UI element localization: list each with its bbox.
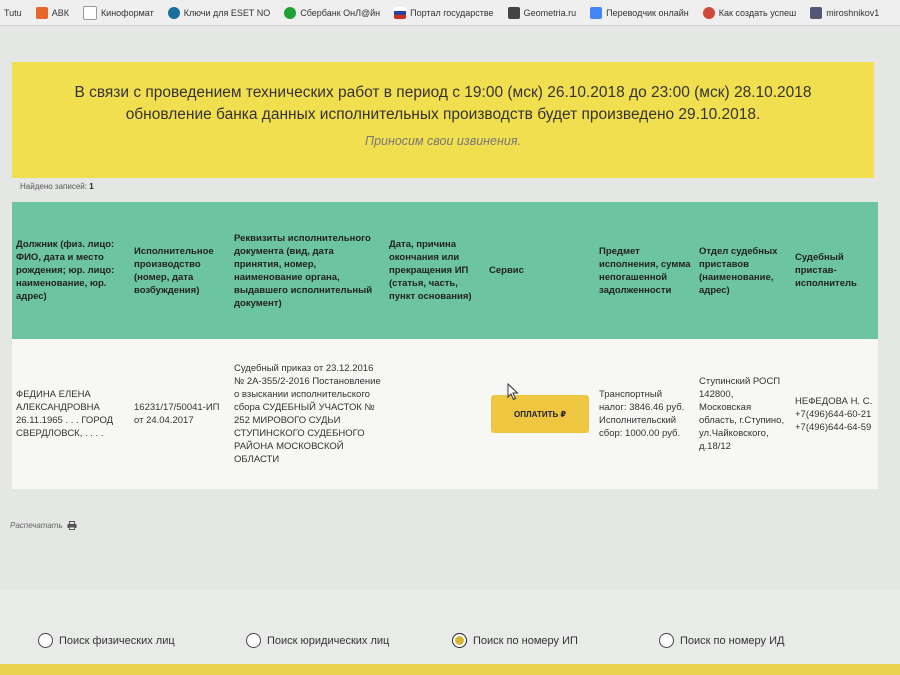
bookmark-icon [703, 7, 715, 19]
bookmark-label: Geometria.ru [523, 7, 577, 18]
yahoo-icon [810, 7, 822, 19]
banner-text: В связи с проведением технических работ в период с 19:00 (мск) 26.10.2018 до 23:00 (мск) 28.10.2018 обновление банка данных исполнительных производств будет произведено 29.10.2018. [74, 84, 812, 123]
bookmark-label: АВК [51, 7, 69, 18]
printer-icon [67, 521, 77, 530]
translate-icon [590, 7, 602, 19]
records-found [20, 182, 94, 191]
radio-search-by-id-number[interactable] [659, 633, 784, 648]
cell-end-date [385, 339, 485, 489]
header-document: Реквизиты исполнительного документа (вид, дата принятия, номер, наименование органа, выдавшего исполнительный документ) [234, 232, 373, 309]
cell-subject: Транспортный налог: 3846.46 руб. Исполнительский сбор: 1000.00 руб. [599, 389, 685, 439]
radio-search-legal-entities[interactable] [246, 633, 389, 648]
mouse-cursor-icon [507, 383, 519, 401]
bookmark-label: Tutu [4, 7, 22, 18]
bookmark-label: Как создать успеш [718, 7, 797, 18]
radio-circle-icon [246, 633, 261, 648]
flag-icon [394, 7, 406, 19]
geometria-icon [508, 7, 520, 19]
bookmark-translator[interactable] [590, 7, 689, 19]
bookmark-miroshnikov[interactable] [810, 7, 879, 19]
pay-button[interactable]: ОПЛАТИТЬ ₽ [491, 395, 589, 433]
radio-circle-icon [38, 633, 53, 648]
radio-circle-icon [659, 633, 674, 648]
bookmark-label: miroshnikov1 [826, 7, 880, 18]
records-found-count: 1 [89, 182, 94, 191]
cell-debtor: ФЕДИНА ЕЛЕНА АЛЕКСАНДРОВНА 26.11.1965 . . . ГОРОД СВЕРДЛОВСК, . . . . [16, 389, 114, 439]
results-table [12, 202, 878, 489]
header-bailiff: Судебный пристав-исполнитель [795, 252, 857, 289]
table-header [12, 202, 878, 339]
radio-search-individuals[interactable] [38, 633, 175, 648]
bookmark-avk[interactable] [36, 7, 69, 19]
bookmarks-bar [0, 0, 900, 26]
bookmark-label: Сбербанк ОнЛ@йн [300, 7, 381, 18]
eset-icon [168, 7, 180, 19]
cell-bailiff: НЕФЕДОВА Н. С. +7(496)644-60-21 +7(496)644-64-59 [795, 395, 873, 433]
header-department: Отдел судебных приставов (наименование, адрес) [699, 245, 778, 296]
radio-label: Поиск по номеру ИД [680, 634, 785, 647]
header-debtor: Должник (физ. лицо: ФИО, дата и место рождения; юр. лицо: наименование, юр. адрес) [16, 239, 115, 302]
bookmark-tutu[interactable] [4, 8, 22, 18]
bookmark-gosuslugi[interactable] [394, 7, 493, 19]
bookmark-howto[interactable] [703, 7, 797, 19]
records-found-label: Найдено записей: [20, 182, 87, 191]
radio-selected-icon [452, 633, 467, 648]
sberbank-icon [284, 7, 296, 19]
bookmark-label: Переводчик онлайн [606, 7, 689, 18]
bookmark-eset[interactable] [168, 7, 270, 19]
bookmark-sberbank[interactable] [284, 7, 380, 19]
header-service: Сервис [489, 265, 524, 276]
banner-apology: Приносим свои извинения. [365, 134, 521, 148]
radio-label: Поиск физических лиц [59, 634, 175, 647]
radio-search-by-ip-number[interactable] [452, 633, 578, 648]
print-link[interactable] [10, 521, 77, 530]
bookmark-label: Ключи для ESET NO [183, 7, 271, 18]
cell-department: Ступинский РОСП 142800, Московская область, г.Ступино, ул.Чайковского, д.18/12 [699, 376, 785, 452]
cell-service [485, 339, 595, 489]
bookmark-label: Портал государстве [410, 7, 494, 18]
page-icon [83, 6, 97, 20]
bookmark-geometria[interactable] [508, 7, 577, 19]
bookmark-icon [36, 7, 48, 19]
print-label: Распечатать [10, 521, 63, 530]
header-end-date: Дата, причина окончания или прекращения ИП (статья, часть, пункт основания) [389, 239, 472, 302]
bookmark-kinoformat[interactable] [83, 6, 154, 20]
radio-label: Поиск по номеру ИП [473, 634, 578, 647]
cell-proceeding: 16231/17/50041-ИП от 24.04.2017 [134, 402, 220, 426]
radio-label: Поиск юридических лиц [267, 634, 390, 647]
table-row [12, 339, 878, 489]
bookmark-label: Киноформат [100, 7, 154, 18]
header-subject: Предмет исполнения, сумма непогашенной задолженности [599, 245, 691, 296]
maintenance-banner [12, 62, 874, 178]
header-proceeding: Исполнительное производство (номер, дата возбуждения) [134, 245, 214, 296]
cell-document: Судебный приказ от 23.12.2016 № 2А-355/2-2016 Постановление о взыскании исполнительского сбора СУДЕБНЫЙ УЧАСТОК № 252 МИРОВОГО СУДЬИ СТУПИНСКОГО СУДЕБНОГО РАЙОНА МОСКОВСКОЙ ОБЛАСТИ [234, 363, 381, 465]
bottom-accent-strip [0, 664, 900, 675]
